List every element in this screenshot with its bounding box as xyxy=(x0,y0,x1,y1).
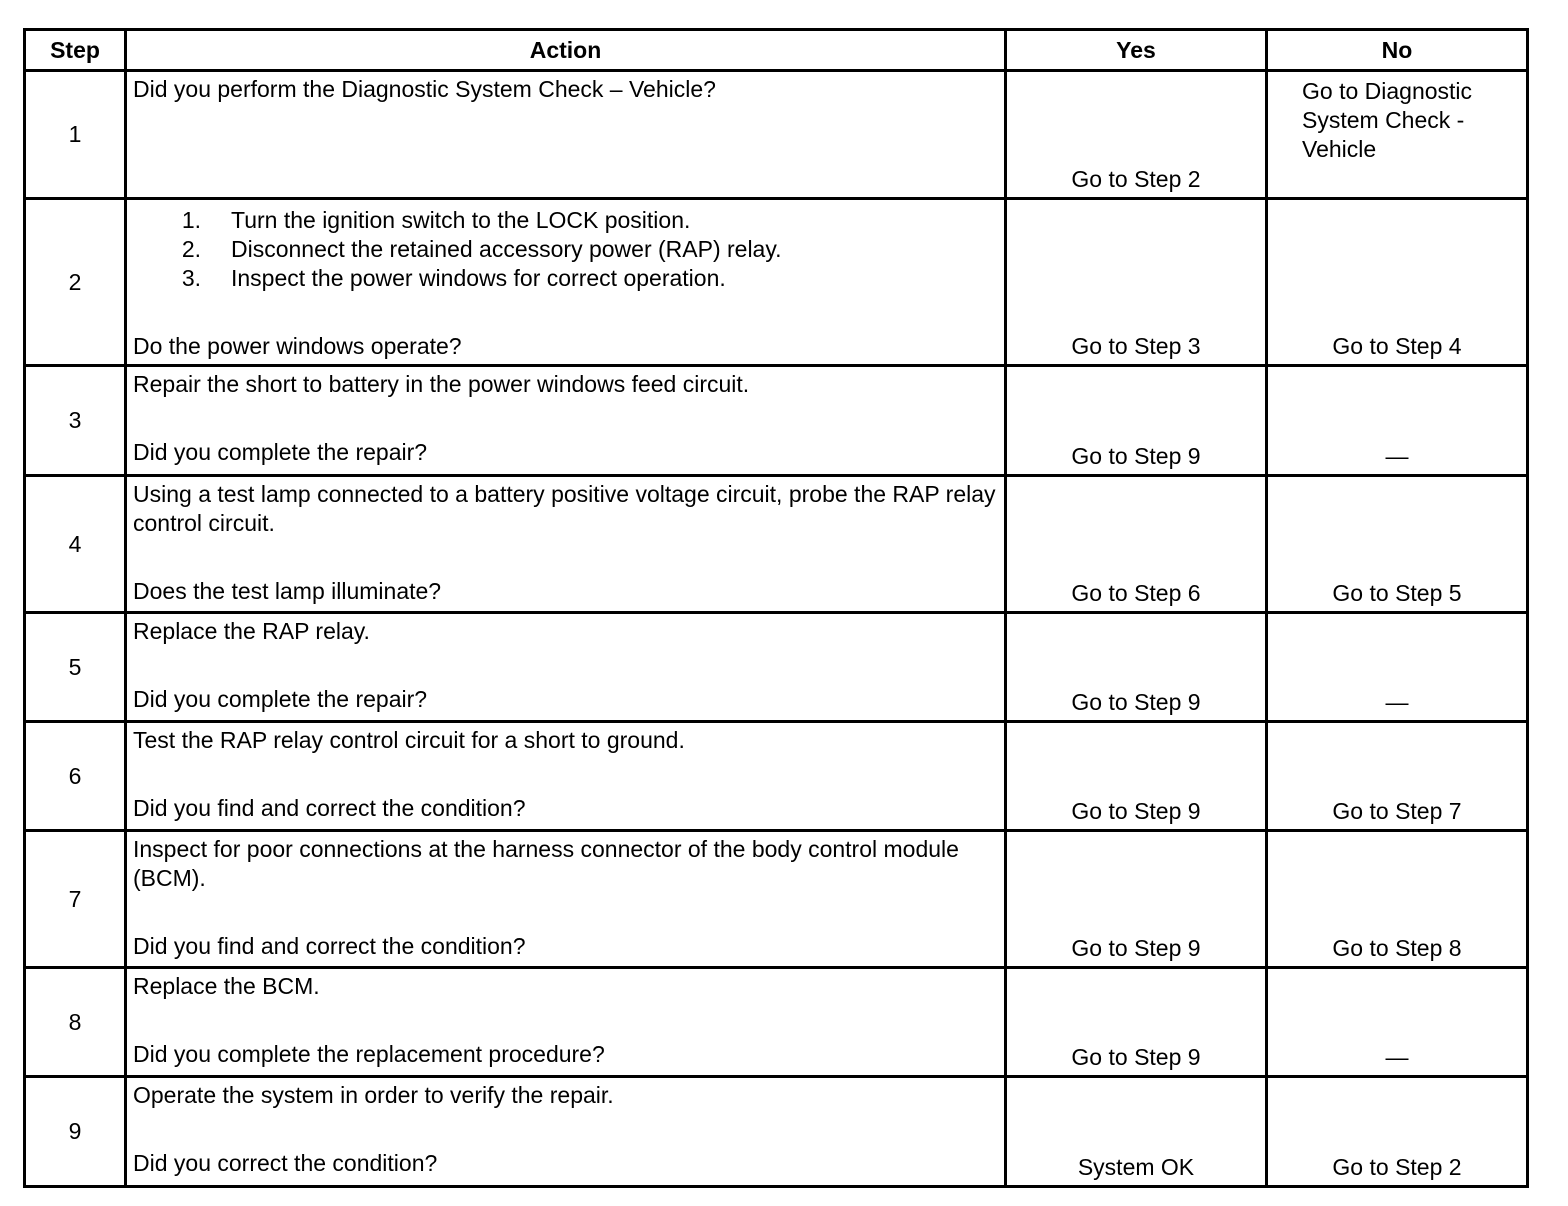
no-cell: Go to Step 4 xyxy=(1267,199,1528,366)
step-number: 5 xyxy=(25,613,126,722)
no-cell: Go to Step 2 xyxy=(1267,1077,1528,1187)
action-cell xyxy=(126,1077,1006,1187)
action-question: Did you complete the repair? xyxy=(133,439,428,465)
action-question: Did you find and correct the condition? xyxy=(133,795,526,821)
step-number: 7 xyxy=(25,831,126,968)
step-number: 2 xyxy=(25,199,126,366)
table-row xyxy=(25,613,1528,722)
table-row xyxy=(25,366,1528,476)
action-question: Did you correct the condition? xyxy=(133,1150,438,1176)
yes-cell: Go to Step 3 xyxy=(1006,199,1267,366)
yes-cell: Go to Step 6 xyxy=(1006,476,1267,613)
step-number: 1 xyxy=(25,71,126,199)
list-item-text: Disconnect the retained accessory power (RAP) relay. xyxy=(231,236,782,262)
yes-cell: Go to Step 9 xyxy=(1006,968,1267,1077)
no-cell: — xyxy=(1267,366,1528,476)
no-cell: Go to Step 7 xyxy=(1267,722,1528,831)
step-number: 4 xyxy=(25,476,126,613)
header-step: Step xyxy=(25,30,126,71)
action-intro: Operate the system in order to verify the repair. xyxy=(133,1082,614,1108)
yes-cell: Go to Step 9 xyxy=(1006,722,1267,831)
list-item-text: Inspect the power windows for correct operation. xyxy=(231,265,726,291)
table-row xyxy=(25,831,1528,968)
list-item xyxy=(133,235,998,264)
no-cell: Go to Step 8 xyxy=(1267,831,1528,968)
action-intro: Inspect for poor connections at the harness connector of the body control module (BCM). xyxy=(133,836,959,891)
action-cell xyxy=(126,476,1006,613)
action-intro: Test the RAP relay control circuit for a short to ground. xyxy=(133,727,685,753)
action-intro: Replace the RAP relay. xyxy=(133,618,370,644)
table-row xyxy=(25,199,1528,366)
step-number: 6 xyxy=(25,722,126,831)
action-cell xyxy=(126,613,1006,722)
action-cell xyxy=(126,831,1006,968)
diagnostic-table xyxy=(23,28,1529,1188)
list-item xyxy=(133,206,998,235)
action-cell xyxy=(126,968,1006,1077)
no-cell: Go to Step 5 xyxy=(1267,476,1528,613)
action-intro: Repair the short to battery in the power windows feed circuit. xyxy=(133,371,750,397)
no-cell-text: Go to Diagnostic System Check - Vehicle xyxy=(1302,78,1473,162)
list-item-text: Turn the ignition switch to the LOCK position. xyxy=(231,207,691,233)
action-question: Did you complete the replacement procedure? xyxy=(133,1041,605,1067)
action-question: Did you find and correct the condition? xyxy=(133,933,526,959)
yes-cell: System OK xyxy=(1006,1077,1267,1187)
yes-cell: Go to Step 9 xyxy=(1006,831,1267,968)
no-cell xyxy=(1267,71,1528,199)
yes-cell: Go to Step 2 xyxy=(1006,71,1267,199)
no-cell: — xyxy=(1267,613,1528,722)
yes-cell: Go to Step 9 xyxy=(1006,613,1267,722)
action-cell xyxy=(126,366,1006,476)
action-cell xyxy=(126,199,1006,366)
action-steps-list xyxy=(133,206,998,293)
table-row xyxy=(25,71,1528,199)
action-cell xyxy=(126,722,1006,831)
step-number: 3 xyxy=(25,366,126,476)
table-row xyxy=(25,1077,1528,1187)
yes-cell: Go to Step 9 xyxy=(1006,366,1267,476)
no-cell: — xyxy=(1267,968,1528,1077)
header-no: No xyxy=(1267,30,1528,71)
step-number: 8 xyxy=(25,968,126,1077)
table-row xyxy=(25,476,1528,613)
action-question: Does the test lamp illuminate? xyxy=(133,578,442,604)
header-action: Action xyxy=(126,30,1006,71)
action-cell xyxy=(126,71,1006,199)
action-intro: Replace the BCM. xyxy=(133,973,320,999)
list-item-number: 1. xyxy=(181,207,201,233)
table-row xyxy=(25,968,1528,1077)
action-intro: Using a test lamp connected to a battery positive voltage circuit, probe the RAP relay control circuit. xyxy=(133,481,996,536)
header-yes: Yes xyxy=(1006,30,1267,71)
list-item xyxy=(133,264,998,293)
action-question: Do the power windows operate? xyxy=(133,333,462,359)
list-item-number: 2. xyxy=(181,236,201,262)
action-intro: Did you perform the Diagnostic System Check – Vehicle? xyxy=(133,76,716,102)
list-item-number: 3. xyxy=(181,265,201,291)
action-question: Did you complete the repair? xyxy=(133,686,428,712)
step-number: 9 xyxy=(25,1077,126,1187)
table-row xyxy=(25,722,1528,831)
header-row xyxy=(25,30,1528,71)
